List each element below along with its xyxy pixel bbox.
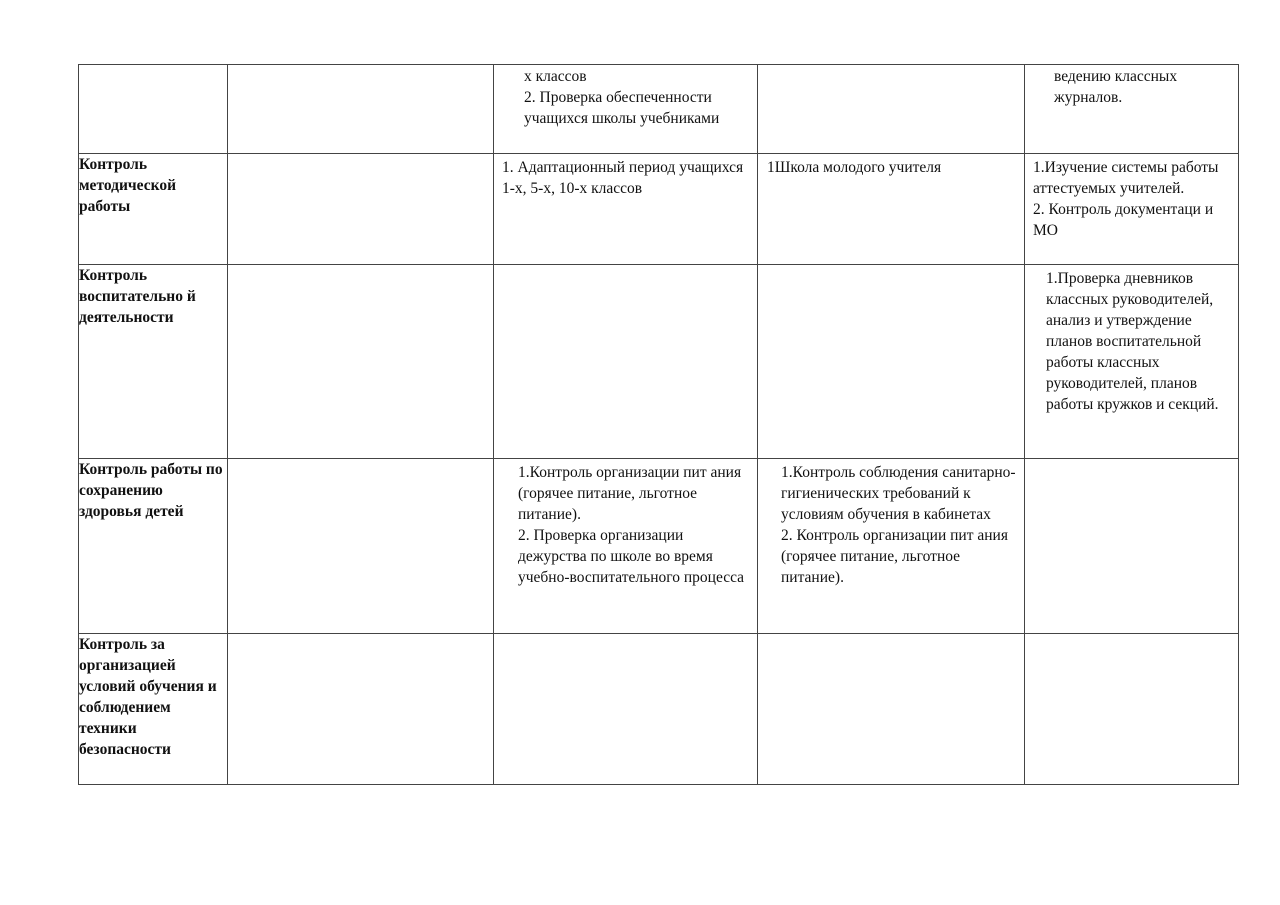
table-row (79, 459, 1239, 634)
table-cell (1025, 65, 1239, 154)
empty-cell (228, 154, 494, 265)
cell-paragraph: 1.Проверка дневников классных руководителей, анализ и утверждение планов воспитательной работы классных руководителей, планов работы кружков и секций. (1046, 270, 1219, 413)
cell-paragraph: 2. Контроль документаци и МО (1033, 201, 1214, 239)
empty-cell (228, 65, 494, 154)
row-label-cell (79, 65, 228, 154)
table-cell (494, 459, 758, 634)
cell-paragraph: 1.Изучение системы работы аттестуемых учителей. (1033, 159, 1219, 197)
row-label-cell: Контроль работы по сохранению здоровья детей (79, 459, 228, 634)
table-cell (1025, 154, 1239, 265)
table-cell (758, 459, 1025, 634)
cell-paragraph: 2. Проверка обеспеченности учащихся школы учебниками (524, 89, 720, 127)
table-cell (494, 65, 758, 154)
empty-cell (758, 65, 1025, 154)
table-cell (1025, 265, 1239, 459)
empty-cell (494, 265, 758, 459)
table-row (79, 265, 1239, 459)
empty-cell (758, 634, 1025, 785)
cell-paragraph: х классов (524, 68, 587, 85)
cell-paragraph: 2. Проверка организации дежурства по школе во время учебно-воспитательного процесса (518, 527, 745, 586)
cell-paragraph: ведению классных журналов. (1054, 68, 1178, 106)
table-row (79, 634, 1239, 785)
empty-cell (228, 459, 494, 634)
row-label-cell: Контроль воспитательно й деятельности (79, 265, 228, 459)
empty-cell (1025, 634, 1239, 785)
empty-cell (1025, 459, 1239, 634)
empty-cell (228, 634, 494, 785)
row-label-cell: Контроль за организацией условий обучения и соблюдением техники безопасности (79, 634, 228, 785)
control-plan-table (78, 64, 1239, 785)
cell-paragraph: 2. Контроль организации пит ания (горячее питание, льготное питание). (781, 527, 1008, 586)
empty-cell (228, 265, 494, 459)
table-row (79, 154, 1239, 265)
table-cell (494, 154, 758, 265)
table-row (79, 65, 1239, 154)
cell-paragraph: 1.Контроль соблюдения санитарно-гигиенических требований к условиям обучения в кабинетах (781, 464, 1016, 523)
cell-paragraph: 1Школа молодого учителя (767, 159, 942, 176)
empty-cell (758, 265, 1025, 459)
empty-cell (494, 634, 758, 785)
row-label-cell: Контроль методической работы (79, 154, 228, 265)
cell-paragraph: 1. Адаптационный период учащихся 1-х, 5-х, 10-х классов (502, 159, 744, 197)
cell-paragraph: 1.Контроль организации пит ания (горячее питание, льготное питание). (518, 464, 742, 523)
table-cell (758, 154, 1025, 265)
